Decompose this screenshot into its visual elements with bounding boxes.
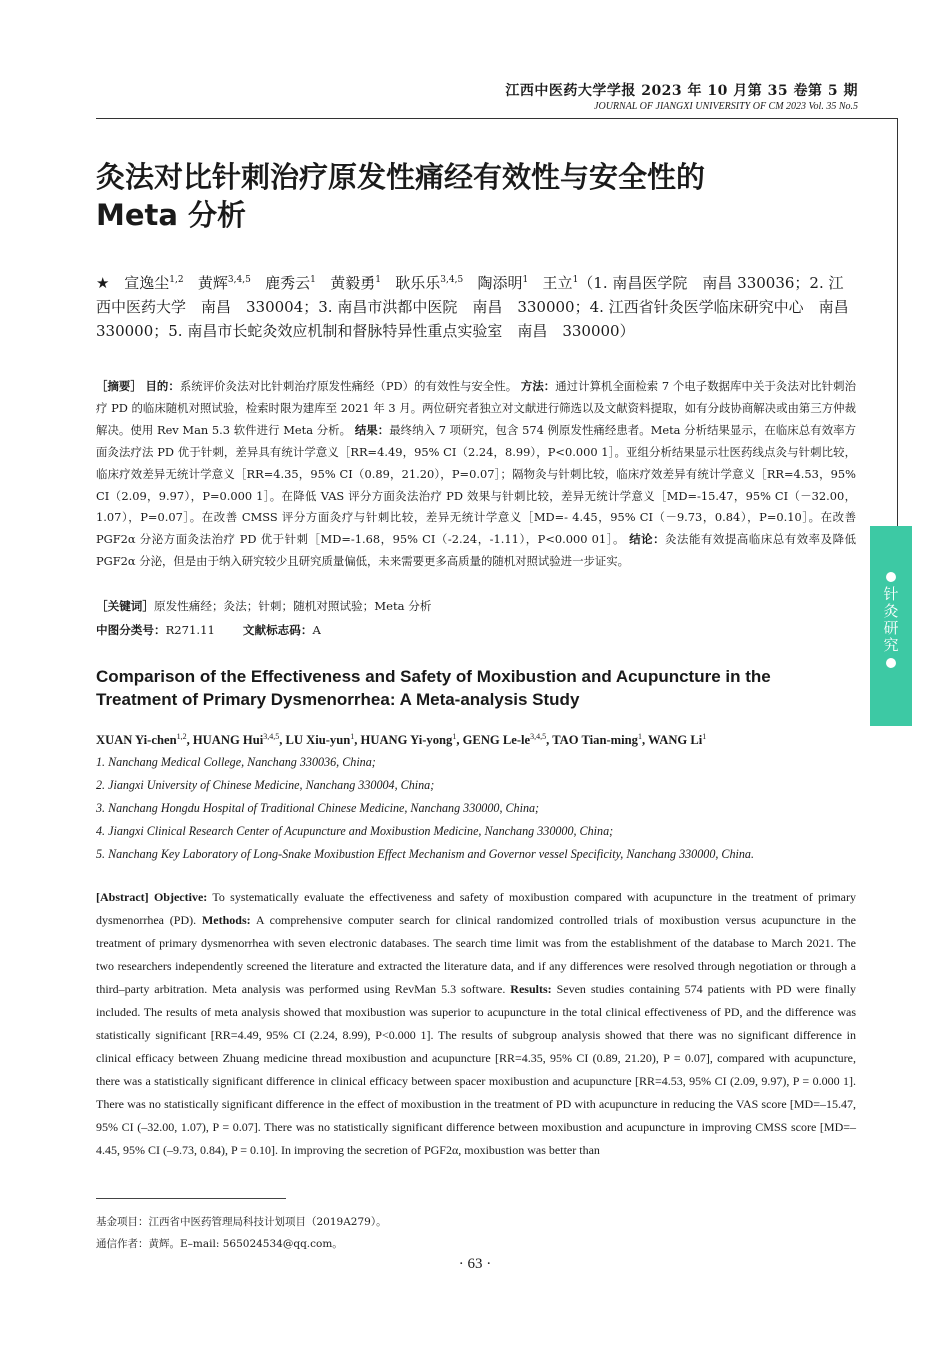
result-label: 结果： — [354, 422, 390, 437]
result-text: 最终纳入 7 项研究，包含 574 例原发性痛经患者。Meta 分析结果显示，在临床总有效率方面灸法疗法 PD 优于针刺，差异具有统计学意义［RR=4.49，95% CI（2.24，8.99），P<0.000 1］。亚组分析结果显示壮医药线点灸与针刺比较，临床疗效差异无统计学意义［RR=4.35，95% CI（0.89，21.20），P=0.07］；隔物灸与针刺比较，临床疗效差异有统计学意义［RR=4.53，95% CI（2.09，9.97），P=0.000 1］。在降低 VAS 评分方面灸法治疗 PD 效果与针刺比较，差异无统计学意义［MD=-15.47，95% CI（－32.00，1.07），P=0.07］。在改善 CMSS 评分方面灸疗与针刺比较，差异无统计学意义［MD=- 4.45，95% CI（－9.73，0.84），P=0.10］。在改善 PGF2α 分泌方面灸法治疗 PD 优于针刺［MD=-1.68，95% CI（-2.24，-1.11），P<0.000 01］。 — [96, 422, 857, 547]
author-sup: 1 — [310, 275, 316, 285]
abstract-en-label: [Abstract] — [96, 890, 149, 904]
abstract-label: ［摘要］ — [96, 379, 142, 393]
side-tab-char: 灸 — [883, 602, 899, 620]
affiliation-en: 2. Jiangxi University of Chinese Medicine, Nanchang 330004, China; — [96, 778, 435, 792]
section-side-tab — [870, 526, 912, 726]
affiliations-cn: （1. 南昌医学院 南昌 330036；2. 江西中医药大学 南昌 330004；3. 南昌市洪都中医院 南昌 330000；4. 江西省针灸医学临床研究中心 南昌 330000；5. 南昌市长蛇灸效应机制和督脉特异性重点实验室 南昌 330000） — [96, 274, 864, 340]
article-title-line2: Meta 分析 — [96, 198, 247, 232]
header-vertical-rule — [897, 118, 898, 528]
author-en: , TAO Tian-ming — [546, 733, 638, 748]
affiliation-en: 3. Nanchang Hongdu Hospital of Traditional Chinese Medicine, Nanchang 330000, China; — [96, 801, 540, 815]
abstract-cn — [96, 376, 856, 573]
author-en: , HUANG Yi-yong — [354, 733, 453, 748]
author-cn: 耿乐乐 — [395, 274, 441, 292]
author-block-cn — [96, 268, 864, 343]
author-cn: 鹿秀云 — [265, 274, 311, 292]
results-en-label: Results: — [510, 982, 552, 996]
conclusion-text: 灸法能有效提高临床总有效率及降低 PGF2α 分泌，但是由于纳入研究较少且研究质量偏低，未来需要更多高质量的随机对照试验进一步证实。 — [96, 532, 856, 569]
affiliation-en: 5. Nanchang Key Laboratory of Long-Snake Moxibustion Effect Mechanism and Governor vessel Specificity, Nanchang 330000, China. — [96, 847, 755, 861]
side-tab-char: 究 — [883, 636, 899, 654]
footnote-corresponding: 通信作者：黄辉。E–mail: 565024534@qq.com。 — [96, 1238, 343, 1250]
star-icon: ★ — [96, 274, 110, 292]
author-sup: 1,2 — [169, 275, 184, 285]
dot-icon — [886, 572, 896, 582]
affiliation-en: 4. Jiangxi Clinical Research Center of Acupuncture and Moxibustion Medicine, Nanchang 330000, China; — [96, 824, 614, 838]
author-en: , GENG Le-le — [456, 733, 531, 748]
header-rule — [96, 118, 898, 119]
side-tab-char: 研 — [883, 619, 899, 637]
clc-label: 中图分类号： — [96, 623, 166, 637]
author-en: , LU Xiu-yun — [279, 733, 351, 748]
author-cn: 黄辉 — [197, 274, 228, 292]
author-cn: 陶添明 — [477, 274, 523, 292]
doc-code-value: A — [312, 623, 321, 637]
journal-header-cn: 江西中医药大学学报 2023 年 10 月第 35 卷第 5 期 — [505, 83, 858, 99]
journal-header-en: JOURNAL OF JIANGXI UNIVERSITY OF CM 2023 Vol. 35 No.5 — [594, 101, 858, 112]
doc-code-label: 文献标志码： — [242, 623, 313, 637]
author-sup: 1 — [637, 732, 642, 741]
method-label: 方法： — [520, 379, 556, 393]
objective-en-label: Objective: — [153, 890, 208, 904]
author-sup: 1 — [452, 732, 457, 741]
author-en: XUAN Yi-chen — [96, 733, 177, 748]
classification — [96, 622, 321, 638]
article-title-line1: 灸法对比针刺治疗原发性痛经有效性与安全性的 — [96, 160, 706, 194]
objective-label: 目的： — [145, 379, 180, 393]
footnote-fund: 基金项目：江西省中医药管理局科技计划项目（2019A279）。 — [96, 1216, 387, 1228]
conclusion-label: 结论： — [629, 532, 666, 547]
author-sup: 3,4,5 — [530, 732, 547, 741]
keywords-text: 原发性痛经；灸法；针刺；随机对照试验；Meta 分析 — [153, 599, 432, 613]
methods-en-label: Methods: — [201, 913, 251, 927]
author-cn: 宣逸尘 — [124, 274, 170, 292]
author-sup: 3,4,5 — [227, 275, 251, 285]
author-en: , HUANG Hui — [186, 733, 264, 748]
author-block-en — [96, 732, 856, 748]
dot-icon — [886, 658, 896, 668]
author-sup: 1 — [522, 275, 529, 285]
author-sup: 1 — [572, 275, 579, 285]
objective-text: 系统评价灸法对比针刺治疗原发性痛经（PD）的有效性与安全性。 — [179, 379, 518, 393]
affiliation-en: 1. Nanchang Medical College, Nanchang 330036, China; — [96, 755, 376, 769]
page-number: · 63 · — [458, 1256, 492, 1272]
author-cn: 黄毅勇 — [330, 274, 376, 292]
methods-en-text: A comprehensive computer search for clinical randomized controlled trials of moxibustion versus acupuncture in the treatment of primary dysmenorrhea with seven electronic databases. The search time limit was from the establishment of the database to March 2021. The two researchers independently screened the literature and extracted the literature data, and if any differences were resolved through negotiation or through a third–party arbitration. Meta analysis was performed using RevMan 5.3 software. — [96, 913, 856, 996]
objective-en-text: To systematically evaluate the effectiveness and safety of moxibustion compared with acupuncture in the treatment of primary dysmenorrhea (PD). — [96, 890, 856, 927]
method-text: 通过计算机全面检索 7 个电子数据库中关于灸法对比针刺治疗 PD 的临床随机对照试验，检索时限为建库至 2021 年 3 月。两位研究者独立对文献进行筛选以及文献资料提取，如有分歧协商解决或由第三方仲裁解决。使用 Rev Man 5.3 软件进行 Meta 分析。 — [96, 379, 856, 437]
abstract-en — [96, 886, 856, 1162]
footnote-rule — [96, 1198, 286, 1199]
author-sup: 1 — [350, 732, 355, 741]
results-en-text: Seven studies containing 574 patients with PD were finally included. The results of meta analysis showed that moxibustion was superior to acupuncture in the total clinical effectiveness of PD, and the difference was statistically significant [RR=4.49, 95% CI (2.24, 8.99), P<0.000 1]. The results of subgroup analysis showed that there was no significant difference in clinical efficacy between Zhuang medicine thread moxibustion and acupuncture [RR=4.35, 95% CI (0.89, 21.20), P = 0.07], compared with acupuncture, there was a statistically significant difference in clinical efficacy between spacer moxibustion and acupuncture [RR=4.53, 95% CI (2.09, 9.97), P = 0.000 1]. There was no statistically significant difference in the effect of moxibustion in the treatment of PD with acupuncture in reducing the VAS score [MD=–15.47, 95% CI (–32.00, 1.07), P = 0.07]. There was no statistically significant difference between moxibustion and acupuncture in improving CMSS score [MD=– 4.45, 95% CI (–9.73, 0.84), P = 0.10]. In improving the secretion of PGF2α, moxibustion was better than — [96, 982, 857, 1157]
keywords — [96, 598, 431, 614]
article-title — [96, 158, 856, 234]
author-cn: 王立 — [542, 274, 573, 292]
author-sup: 3,4,5 — [440, 275, 464, 285]
clc-value: R271.11 — [165, 623, 215, 637]
side-tab-char: 针 — [883, 585, 899, 603]
english-title: Comparison of the Effectiveness and Safety of Moxibustion and Acupuncture in the Treatment of Primary Dysmenorrhea: A Meta-analysis Study — [96, 667, 771, 709]
keywords-label: ［关键词］ — [96, 599, 154, 613]
author-sup: 1 — [375, 275, 381, 285]
author-sup: 1 — [702, 732, 707, 741]
author-en: , WANG Li — [641, 733, 703, 748]
author-sup: 3,4,5 — [263, 732, 280, 741]
author-sup: 1,2 — [176, 732, 187, 741]
